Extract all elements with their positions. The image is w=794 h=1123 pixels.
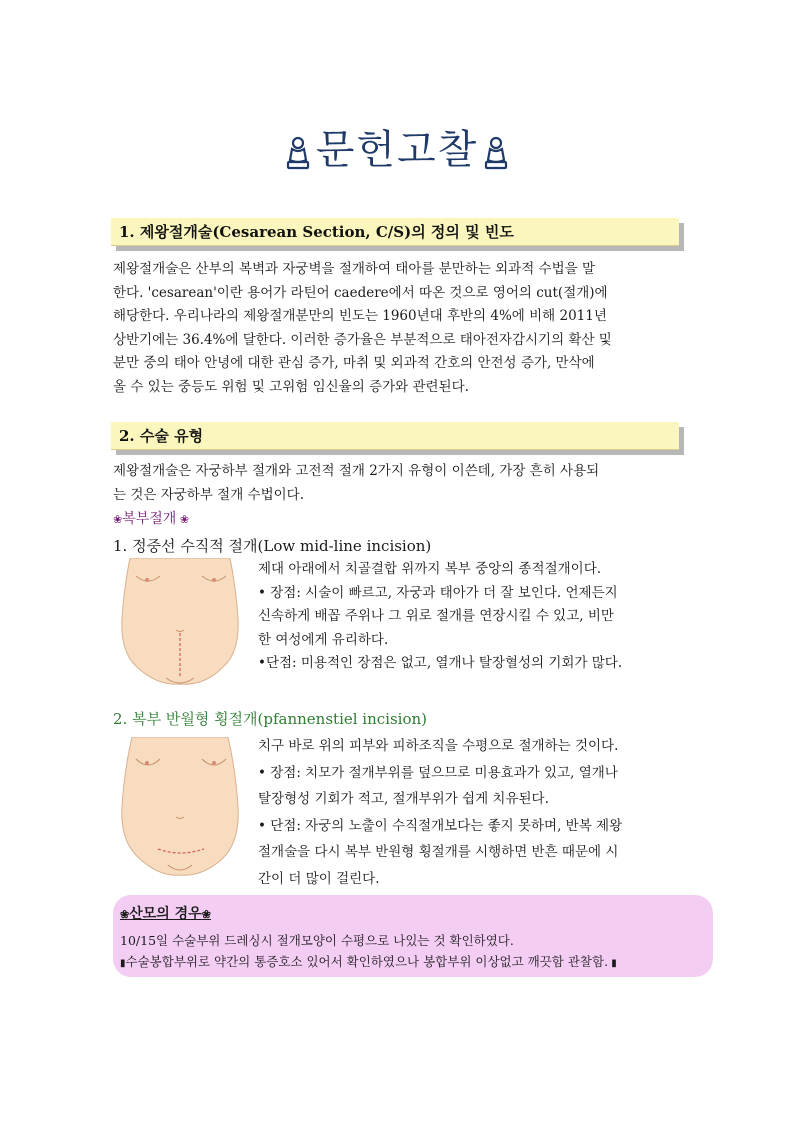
section-heading-types: 2. 수술 유형 — [111, 422, 679, 450]
paragraph-line: 상반기에는 36.4%에 달한다. 이러한 증가율은 부분적으로 태아전자감시기의 확산 및 — [113, 331, 612, 348]
description-line: • 단점: 자궁의 노출이 수직절개보다는 좋지 못하며, 반복 제왕 — [258, 817, 623, 834]
description-line: 간이 더 많이 걸린다. — [258, 870, 380, 887]
description-line: • 장점: 시술이 빠르고, 자궁과 태아가 더 잘 보인다. 언제든지 — [258, 584, 618, 601]
incision-type-1-title: 1. 정중선 수직적 절개(Low mid-line incision) — [113, 537, 432, 555]
case-note-line-text: 수술봉합부위로 약간의 통증호소 있어서 확인하였으나 봉합부위 이상없고 깨끗함 관찰함. — [125, 954, 609, 969]
decorative-bullet-icon: ❀ — [201, 908, 211, 921]
vertical-incision-illustration — [118, 558, 243, 690]
page-title-text: 문헌고찰 — [315, 127, 479, 173]
case-note-title — [120, 903, 211, 923]
description-line: • 장점: 치모가 절개부위를 덮으므로 미용효과가 있고, 열개나 — [258, 764, 618, 781]
decorative-bullet-icon: ❀ — [120, 908, 130, 921]
bust-figure-icon — [284, 136, 312, 170]
description-line: 제대 아래에서 치골결합 위까지 복부 중앙의 종적절개이다. — [258, 561, 602, 577]
transverse-incision-illustration — [118, 737, 243, 885]
incision-type-1-description — [258, 558, 682, 676]
paragraph-line: 분만 중의 태아 안녕에 대한 관심 증가, 마취 및 외과적 간호의 안전성 증가, 만삭에 — [113, 355, 595, 371]
subheading-text: 복부절개 — [122, 511, 177, 527]
decorative-bullet-icon: ❀ — [113, 513, 123, 526]
decorative-bullet-icon: ❀ — [176, 513, 190, 526]
description-line: 절개술을 다시 복부 반원형 횡절개를 시행하면 반흔 때문에 시 — [258, 844, 619, 860]
definition-paragraph — [113, 258, 683, 399]
paragraph-line: 한다. 'cesarean'이란 용어가 라틴어 caedere에서 따온 것으로 영어의 cut(절개)에 — [113, 284, 608, 301]
description-line: 치구 바로 위의 피부와 피하조직을 수평으로 절개하는 것이다. — [258, 738, 619, 754]
section-heading-definition: 1. 제왕절개술(Cesarean Section, C/S)의 정의 및 빈도 — [111, 218, 679, 246]
paragraph-line: 제왕절개술은 산부의 복벽과 자궁벽을 절개하여 태아를 분만하는 외과적 수법을 말 — [113, 261, 596, 277]
description-line: 탈장형성 기회가 적고, 절개부위가 쉽게 치유된다. — [258, 791, 549, 807]
paragraph-line: 제왕절개술은 자궁하부 절개와 고전적 절개 2가지 유형이 이쓴데, 가장 흔히 사용되 — [113, 463, 600, 479]
paragraph-line: 해당한다. 우리나라의 제왕절개분만의 빈도는 1960년대 후반의 4%에 비해 2011년 — [113, 308, 607, 324]
description-line: 한 여성에게 유리하다. — [258, 631, 389, 648]
decorative-mark-icon: ▮ — [120, 958, 126, 969]
types-paragraph — [113, 460, 683, 507]
case-note-title-text: 산모의 경우 — [129, 906, 202, 922]
bust-figure-icon — [482, 136, 510, 170]
abdominal-incision-subheading — [113, 508, 189, 528]
decorative-mark-icon: ▮ — [608, 958, 617, 969]
page-title — [0, 118, 794, 175]
description-line: •단점: 미용적인 장점은 없고, 열개나 탈장혈성의 기회가 많다. — [258, 655, 623, 671]
case-note-line: 10/15일 수술부위 드레싱시 절개모양이 수평으로 나있는 것 확인하였다. — [120, 933, 514, 948]
incision-type-2-title: 2. 복부 반월형 횡절개(pfannenstiel incision) — [113, 710, 428, 728]
case-note-line — [120, 952, 617, 970]
incision-type-2-description — [258, 735, 682, 891]
paragraph-line: 올 수 있는 중등도 위험 및 고위험 임신율의 증가와 관련된다. — [113, 378, 469, 395]
description-line: 신속하게 배꼽 주위나 그 위로 절개를 연장시킬 수 있고, 비만 — [258, 608, 614, 624]
paragraph-line: 는 것은 자궁하부 절개 수법이다. — [113, 486, 304, 503]
